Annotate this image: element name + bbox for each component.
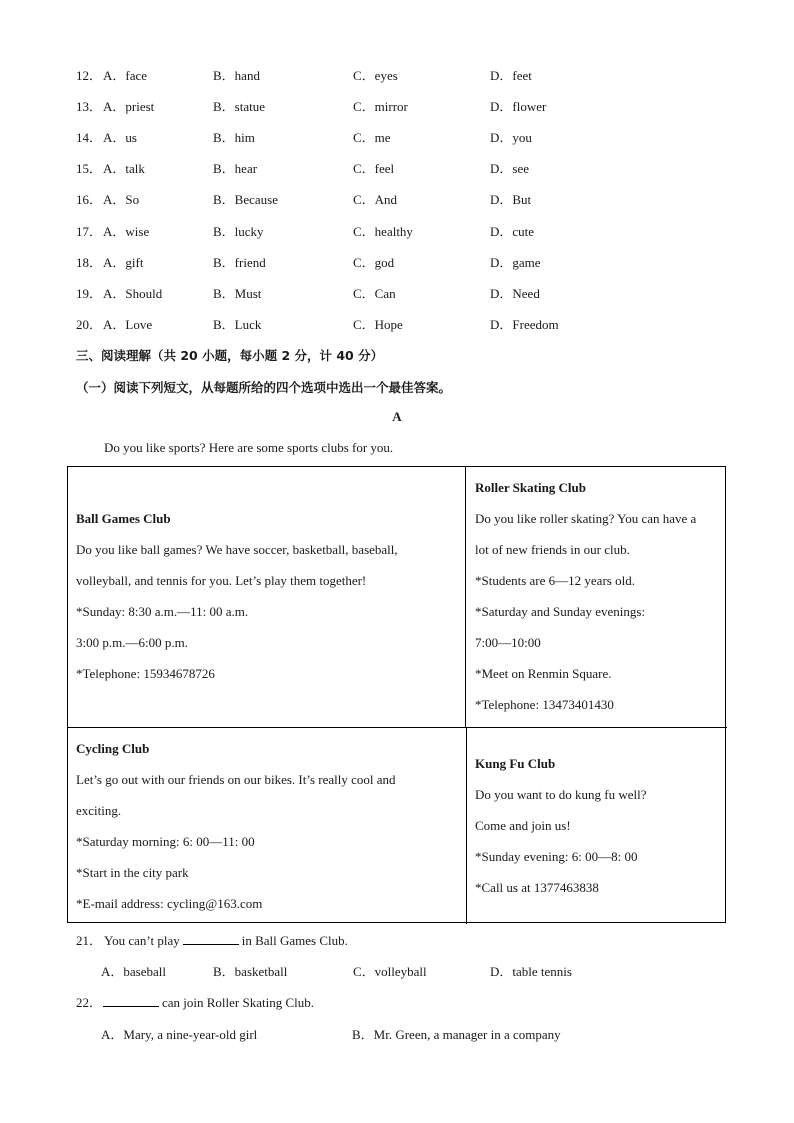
option-b: B．statue <box>213 99 265 114</box>
option-a: A．Should <box>103 286 163 301</box>
section-instructions: （一）阅读下列短文，从每题所给的四个选项中选出一个最佳答案。 <box>76 380 452 395</box>
passage-label: A <box>392 409 402 424</box>
option-b: B．basketball <box>213 964 288 979</box>
question-number: 17． <box>76 224 103 239</box>
option-d: D．you <box>490 130 532 145</box>
club-line: *Students are 6—12 years old. <box>475 573 635 588</box>
club-line: *Saturday and Sunday evenings: <box>475 604 646 619</box>
stem-after: in Ball Games Club. <box>241 933 348 948</box>
club-line: Do you want to do kung fu well? <box>475 787 647 802</box>
option-d: D．table tennis <box>490 964 572 979</box>
option-b: B．Luck <box>213 317 262 332</box>
option-d: D．But <box>490 192 532 207</box>
question-14 <box>76 128 716 148</box>
question-12 <box>76 66 716 86</box>
option-c: C．Can <box>353 286 396 301</box>
club-line: *Telephone: 13473401430 <box>475 697 614 712</box>
club-line: *E-mail address: cycling@163.com <box>76 896 263 911</box>
option-a: A．wise <box>103 224 150 239</box>
question-number: 22． <box>76 995 103 1010</box>
question-number: 12． <box>76 68 103 83</box>
club-line: volleyball, and tennis for you. Let’s play them together! <box>76 573 367 588</box>
question-stem <box>103 993 314 1013</box>
option-c: C．Hope <box>353 317 403 332</box>
option-a: A．face <box>103 68 148 83</box>
option-d: D．Freedom <box>490 317 559 332</box>
question-number: 13． <box>76 99 103 114</box>
question-17 <box>76 222 716 242</box>
option-b: B．him <box>213 130 255 145</box>
question-15 <box>76 159 716 179</box>
club-line: exciting. <box>76 803 122 818</box>
question-18 <box>76 253 716 273</box>
question-number: 15． <box>76 161 103 176</box>
option-c: C．me <box>353 130 391 145</box>
club-line: *Sunday: 8:30 a.m.—11: 00 a.m. <box>76 604 249 619</box>
ball-games-club-cell <box>76 509 398 695</box>
table-divider <box>465 467 466 727</box>
club-title: Roller Skating Club <box>475 480 587 495</box>
question-stem <box>104 931 348 951</box>
option-c: C．god <box>353 255 395 270</box>
question-21 <box>76 931 716 951</box>
table-divider <box>68 727 727 728</box>
option-d: D．Need <box>490 286 540 301</box>
option-c: C．mirror <box>353 99 408 114</box>
option-a: A．So <box>103 192 140 207</box>
question-number: 14． <box>76 130 103 145</box>
option-a: A．Mary, a nine-year-old girl <box>101 1027 258 1042</box>
club-line: *Start in the city park <box>76 865 189 880</box>
option-a: A．us <box>103 130 137 145</box>
cycling-club-cell <box>76 739 396 925</box>
answer-blank[interactable] <box>183 932 239 945</box>
option-d: D．see <box>490 161 529 176</box>
option-c: C．healthy <box>353 224 413 239</box>
option-c: C．eyes <box>353 68 398 83</box>
option-b: B．Must <box>213 286 262 301</box>
question-13 <box>76 97 716 117</box>
option-a: A．Love <box>103 317 153 332</box>
option-d: D．game <box>490 255 541 270</box>
stem-before: You can’t play <box>104 933 180 948</box>
club-title: Kung Fu Club <box>475 756 556 771</box>
question-number: 20． <box>76 317 103 332</box>
option-c: C．feel <box>353 161 395 176</box>
club-line: *Sunday evening: 6: 00—8: 00 <box>475 849 638 864</box>
club-line: *Saturday morning: 6: 00—11: 00 <box>76 834 255 849</box>
club-line: Do you like ball games? We have soccer, basketball, baseball, <box>76 542 398 557</box>
section-title: 三、阅读理解（共 20 小题，每小题 2 分，计 40 分） <box>76 348 384 363</box>
roller-skating-club-cell <box>475 478 696 726</box>
club-line: Come and join us! <box>475 818 571 833</box>
question-number: 18． <box>76 255 103 270</box>
option-a: A．gift <box>103 255 144 270</box>
option-b: B．hear <box>213 161 258 176</box>
option-b: B．hand <box>213 68 260 83</box>
option-d: D．cute <box>490 224 535 239</box>
club-title: Cycling Club <box>76 741 150 756</box>
option-c: C．And <box>353 192 398 207</box>
option-d: D．flower <box>490 99 547 114</box>
club-line: *Call us at 1377463838 <box>475 880 599 895</box>
club-line: lot of new friends in our club. <box>475 542 630 557</box>
club-line: *Telephone: 15934678726 <box>76 666 215 681</box>
question-number: 16． <box>76 192 103 207</box>
club-line: 3:00 p.m.—6:00 p.m. <box>76 635 188 650</box>
club-line: *Meet on Renmin Square. <box>475 666 612 681</box>
option-d: D．feet <box>490 68 532 83</box>
question-16 <box>76 190 716 210</box>
question-22-options <box>101 1025 741 1045</box>
question-22 <box>76 993 716 1013</box>
stem-after: can join Roller Skating Club. <box>162 995 315 1010</box>
club-line: Do you like roller skating? You can have a <box>475 511 697 526</box>
option-b: B．lucky <box>213 224 264 239</box>
question-20 <box>76 315 716 335</box>
option-b: B．friend <box>213 255 266 270</box>
option-b: B．Mr. Green, a manager in a company <box>352 1027 561 1042</box>
answer-blank[interactable] <box>103 994 159 1007</box>
club-line: Let’s go out with our friends on our bikes. It’s really cool and <box>76 772 396 787</box>
option-a: A．baseball <box>101 964 166 979</box>
question-number: 21． <box>76 933 103 948</box>
club-title: Ball Games Club <box>76 511 171 526</box>
option-c: C．volleyball <box>353 964 427 979</box>
question-19 <box>76 284 716 304</box>
kung-fu-club-cell <box>475 754 647 909</box>
option-b: B．Because <box>213 192 278 207</box>
passage-intro: Do you like sports? Here are some sports clubs for you. <box>104 440 394 455</box>
clubs-table <box>67 466 726 923</box>
option-a: A．talk <box>103 161 145 176</box>
question-number: 19． <box>76 286 103 301</box>
question-21-options <box>101 962 741 982</box>
club-line: 7:00—10:00 <box>475 635 541 650</box>
option-a: A．priest <box>103 99 155 114</box>
table-divider <box>466 727 467 924</box>
